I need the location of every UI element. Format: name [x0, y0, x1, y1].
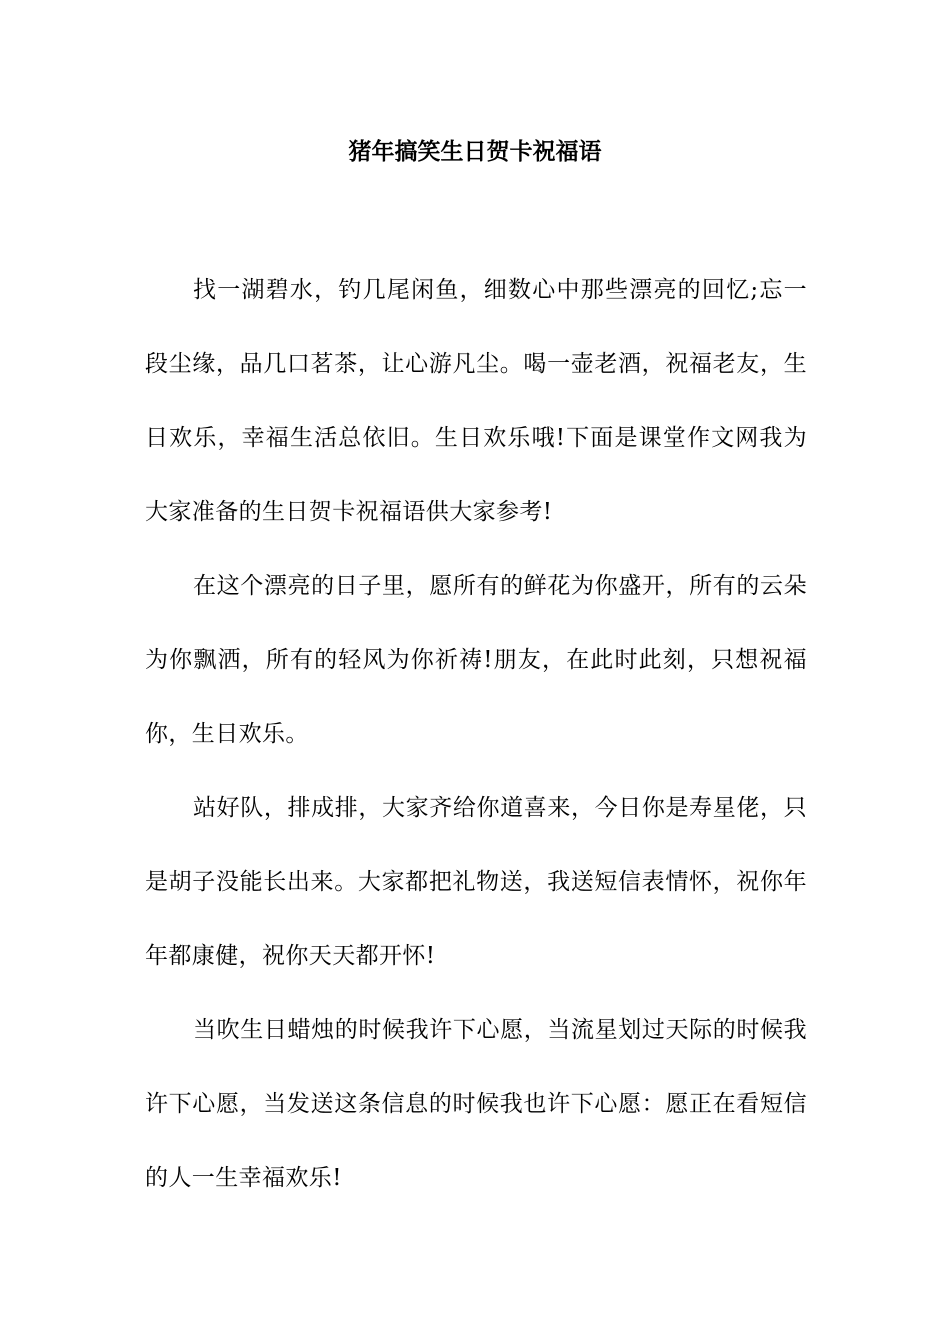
- paragraph-2: 在这个漂亮的日子里，愿所有的鲜花为你盛开，所有的云朵为你飘洒，所有的轻风为你祈祷!朋友，在此时此刻，只想祝福你，生日欢乐。: [145, 573, 807, 747]
- document-body: [145, 253, 807, 1215]
- paragraph-1: 找一湖碧水，钓几尾闲鱼，细数心中那些漂亮的回忆;忘一段尘缘，品几口茗茶，让心游凡尘。喝一壶老酒，祝福老友，生日欢乐，幸福生活总依旧。生日欢乐哦!下面是课堂作文网我为大家准备的生日贺卡祝福语供大家参考!: [145, 277, 807, 525]
- document-title: 猪年搞笑生日贺卡祝福语: [348, 139, 602, 165]
- paragraph-3: 站好队，排成排，大家齐给你道喜来，今日你是寿星佬，只是胡子没能长出来。大家都把礼物送，我送短信表情怀，祝你年年都康健，祝你天天都开怀!: [145, 795, 807, 969]
- paragraph-4: 当吹生日蜡烛的时候我许下心愿，当流星划过天际的时候我许下心愿，当发送这条信息的时候我也许下心愿：愿正在看短信的人一生幸福欢乐!: [145, 1017, 807, 1191]
